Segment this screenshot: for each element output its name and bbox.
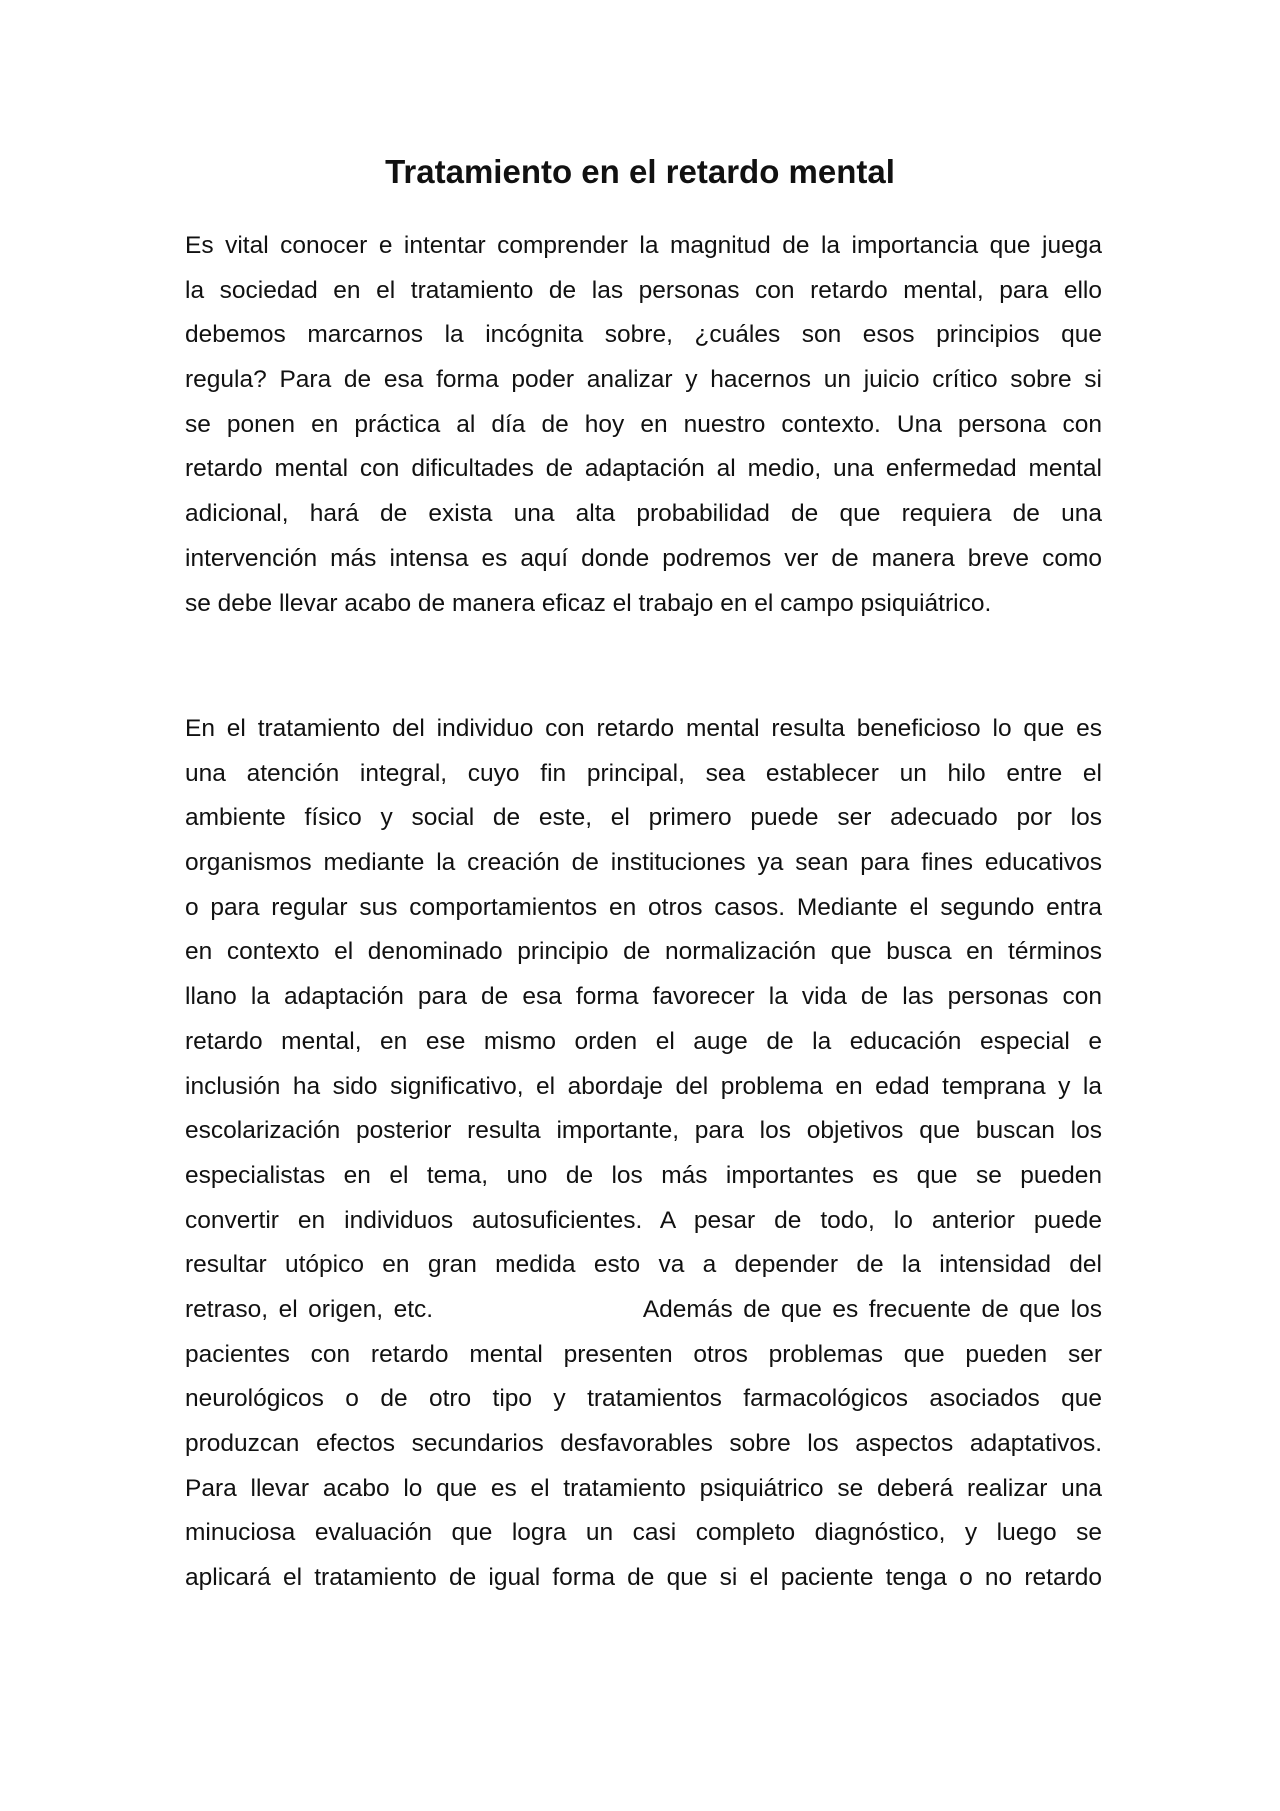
paragraph-line: adicional, hará de exista una alta probabilidad de que requiera de una xyxy=(185,500,1102,528)
paragraph-line: escolarización posterior resulta importante, para los objetivos que buscan los xyxy=(185,1117,1102,1145)
paragraph-line: retardo mental con dificultades de adaptación al medio, una enfermedad mental xyxy=(185,455,1102,483)
paragraph-line: o para regular sus comportamientos en otros casos. Mediante el segundo entra xyxy=(185,893,1102,921)
line-segment-left: retraso, el origen, etc. xyxy=(185,1295,434,1323)
paragraph-line: En el tratamiento del individuo con retardo mental resulta beneficioso lo que es xyxy=(185,715,1102,742)
paragraph-line: convertir en individuos autosuficientes. A pesar de todo, lo anterior puede xyxy=(185,1206,1102,1234)
paragraph-line: neurológicos o de otro tipo y tratamientos farmacológicos asociados que xyxy=(185,1385,1102,1413)
paragraph-line: aplicará el tratamiento de igual forma de que si el paciente tenga o no retardo xyxy=(185,1564,1102,1592)
paragraph-line: ambiente físico y social de este, el primero puede ser adecuado por los xyxy=(185,804,1102,832)
paragraph-line: organismos mediante la creación de instituciones ya sean para fines educativos xyxy=(185,849,1102,877)
paragraph-line: en contexto el denominado principio de normalización que busca en términos xyxy=(185,938,1102,966)
paragraph-line-split xyxy=(185,1288,1102,1333)
paragraph-line: resultar utópico en gran medida esto va a depender de la intensidad del xyxy=(185,1251,1102,1279)
paragraph-line: inclusión ha sido significativo, el abordaje del problema en edad temprana y la xyxy=(185,1072,1102,1100)
paragraph-line: llano la adaptación para de esa forma favorecer la vida de las personas con xyxy=(185,983,1102,1011)
paragraph-line: se ponen en práctica al día de hoy en nuestro contexto. Una persona con xyxy=(185,410,1102,438)
paragraph-line: pacientes con retardo mental presenten otros problemas que pueden ser xyxy=(185,1340,1102,1368)
paragraph-line: minuciosa evaluación que logra un casi completo diagnóstico, y luego se xyxy=(185,1519,1102,1547)
line-segment-right: Además de que es frecuente de que los xyxy=(642,1295,1102,1323)
paragraph-line: la sociedad en el tratamiento de las personas con retardo mental, para ello xyxy=(185,276,1102,304)
paragraph-line: debemos marcarnos la incógnita sobre, ¿cuáles son esos principios que xyxy=(185,321,1102,349)
paragraph-line: retardo mental, en ese mismo orden el auge de la educación especial e xyxy=(185,1027,1102,1055)
paragraph-line: Es vital conocer e intentar comprender la magnitud de la importancia que juega xyxy=(185,232,1102,259)
paragraph-line: intervención más intensa es aquí donde podremos ver de manera breve como xyxy=(185,544,1102,572)
paragraph-line: se debe llevar acabo de manera eficaz el trabajo en el campo psiquiátrico. xyxy=(185,589,992,617)
paragraph-line: Para llevar acabo lo que es el tratamiento psiquiátrico se deberá realizar una xyxy=(185,1474,1102,1502)
paragraph-line: produzcan efectos secundarios desfavorables sobre los aspectos adaptativos. xyxy=(185,1430,1102,1457)
paragraph-treatment xyxy=(185,707,1102,1601)
paragraph-intro xyxy=(185,224,1102,626)
document-title: Tratamiento en el retardo mental xyxy=(385,153,895,190)
paragraph-line: especialistas en el tema, uno de los más importantes es que se pueden xyxy=(185,1161,1102,1189)
paragraph-line: regula? Para de esa forma poder analizar y hacernos un juicio crítico sobre si xyxy=(185,366,1102,394)
paragraph-line: una atención integral, cuyo fin principal, sea establecer un hilo entre el xyxy=(185,759,1102,787)
